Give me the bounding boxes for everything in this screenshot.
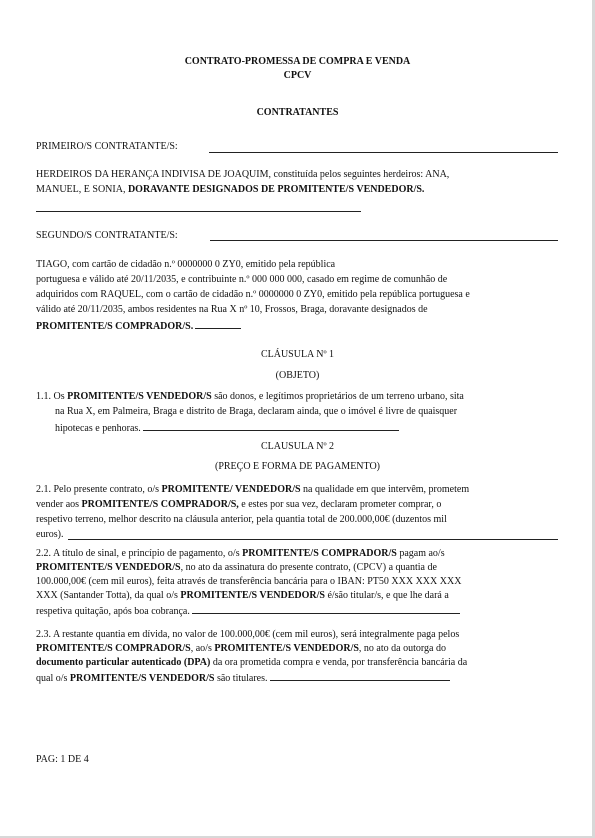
clausula2-p2-line2	[36, 562, 437, 574]
c2p3-line2-b: , ao/s	[190, 643, 215, 654]
c2p2-c: pagam ao/s	[396, 548, 445, 559]
primeiro-line2-a: MANUEL, E SONIA,	[36, 184, 128, 195]
clausula2-p1-line3: respetivo terreno, melhor descrito na cláusula anterior, pela quantia total de 200.000,00€ (duzentos mil	[36, 514, 447, 525]
primeiro-line2-b: DORAVANTE DESIGNADOS DE PROMITENTE/S VENDEDOR/S.	[127, 184, 425, 195]
c2p3-line2-c: PROMITENTE/S VENDEDOR/S	[214, 643, 359, 654]
c2p2-line2-a: PROMITENTE/S VENDEDOR/S	[36, 562, 181, 573]
c2p2-b: PROMITENTE/S COMPRADOR/S	[242, 548, 397, 559]
clausula1-p1-line1	[36, 391, 464, 403]
c2p3-line2-a: PROMITENTE/S COMPRADOR/S	[36, 643, 191, 654]
segundo-text-line1: TIAGO, com cartão de cidadão n.º 0000000 0 ZY0, emitido pela república	[36, 259, 336, 270]
c2p3-line3-b: da ora prometida compra e venda, por transferência bancária da	[210, 657, 468, 668]
c2p1-a: 2.1. Pelo presente contrato, o/s	[36, 484, 162, 495]
c2p2-line4-a: XXX (Santander Totta), da qual o/s	[36, 590, 181, 601]
c1p1-b: PROMITENTE/S VENDEDOR/S	[67, 391, 212, 402]
clausula2-p2-line5	[36, 604, 460, 618]
primeiro-text-line2	[36, 184, 424, 196]
clausula1-p1-line2: na Rua X, em Palmeira, Braga e distrito de Braga, declaram ainda, que o imóvel é livre de quaisquer	[55, 406, 458, 417]
clausula2-p2-line3: 100.000,00€ (cem mil euros), feita através de transferência bancária para o IBAN: PT50 XXX XXX XXX	[36, 576, 462, 587]
clausula2-p3-line3	[36, 657, 467, 669]
segundo-end-line	[195, 319, 241, 329]
c2p1-line2-c: e estes por sua vez, declaram prometer comprar, o	[238, 499, 442, 510]
segundo-text-line3: adquiridos com RAQUEL, com o cartão de cidadão n.º 0000000 0 ZY0, emitido pela república portuguesa e	[36, 289, 470, 300]
clausula2-p1-line2	[36, 499, 441, 511]
c2p3-line4-c: são titulares.	[214, 673, 268, 684]
clausula2-p1-end-line	[68, 539, 558, 540]
primeiro-fill-line	[209, 152, 558, 153]
clausula1-end-line	[143, 421, 399, 431]
c2p1-line2-b: PROMITENTE/S COMPRADOR/S,	[81, 499, 239, 510]
c2p2-line5-text: respetiva quitação, após boa cobrança.	[36, 606, 190, 617]
c2p3-line4-a: qual o/s	[36, 673, 70, 684]
segundo-fill-line	[210, 240, 558, 241]
segundo-text-line5	[36, 319, 241, 333]
primeiro-contratante-label	[36, 141, 178, 153]
clausula2-p3-line2	[36, 643, 446, 655]
clausula2-p1-line4: euros).	[36, 529, 64, 540]
clausula2-subheading: (PREÇO E FORMA DE PAGAMENTO)	[214, 461, 381, 472]
c1p1-a: 1.1. Os	[36, 391, 68, 402]
c2p2-line2-b: , no ato da assinatura do presente contrato, (CPCV) a quantia de	[180, 562, 437, 573]
c1p1-c: são donos, e legítimos proprietários de um terreno urbano, sita	[211, 391, 464, 402]
c2p1-b: PROMITENTE/ VENDEDOR/S	[161, 484, 301, 495]
clausula2-p2-line1	[36, 548, 445, 560]
c1p1-line3-text: hipotecas e penhoras.	[55, 423, 141, 434]
clausula1-subheading: (OBJETO)	[275, 370, 320, 381]
doc-subtitle: CPCV	[283, 70, 312, 81]
clausula2-heading: CLAUSULA Nº 2	[260, 441, 335, 452]
clausula1-p1-line3	[55, 421, 399, 435]
doc-title: CONTRATO-PROMESSA DE COMPRA E VENDA	[184, 56, 411, 67]
c2p3-line2-d: , no ato da outorga do	[358, 643, 446, 654]
clausula2-p3-line1: 2.3. A restante quantia em dívida, no valor de 100.000,00€ (cem mil euros), será integralmente paga pelos	[36, 629, 460, 640]
segundo-text-line4: válido até 20/11/2035, ambos residentes na Rua X nº 10, Frossos, Braga, doravante designados de	[36, 304, 428, 315]
segundo-contratante-label	[36, 230, 178, 242]
c2p3-line4-b: PROMITENTE/S VENDEDOR/S	[69, 673, 215, 684]
clausula2-p2-line4	[36, 590, 449, 602]
segundo-text-line2: portuguesa e válido até 20/11/2035, e contribuinte n.º 000 000 000, casado em regime de comunhão de	[36, 274, 448, 285]
clausula1-heading: CLÁUSULA Nº 1	[260, 349, 335, 360]
clausula2-p1-line1	[36, 484, 469, 496]
clausula2-p3-line4	[36, 671, 450, 685]
segundo-label-text: SEGUNDO/S CONTRATANTE/S:	[36, 230, 178, 241]
primeiro-separator-line	[36, 211, 361, 212]
c2p2-line4-c: é/são titular/s, e que lhe dará a	[324, 590, 449, 601]
page-number: PAG: 1 DE 4	[36, 754, 89, 765]
section-heading-contratantes: CONTRATANTES	[256, 107, 339, 118]
segundo-line5-bold: PROMITENTE/S COMPRADOR/S.	[36, 321, 194, 332]
c2p2-line4-b: PROMITENTE/S VENDEDOR/S	[180, 590, 325, 601]
c2p3-line3-a: documento particular autenticado (DPA)	[36, 657, 211, 668]
primeiro-label-text: PRIMEIRO/S CONTRATANTE/S:	[36, 141, 178, 152]
c2p1-c: na qualidade em que intervêm, prometem	[300, 484, 470, 495]
clausula2-p2-end-line	[192, 604, 460, 614]
c2p1-line2-a: vender aos	[36, 499, 82, 510]
c2p2-a: 2.2. A título de sinal, e princípio de pagamento, o/s	[36, 548, 243, 559]
clausula2-p3-end-line	[270, 671, 450, 681]
primeiro-text-line1: HERDEIROS DA HERANÇA INDIVISA DE JOAQUIM, constituída pelos seguintes herdeiros: ANA,	[36, 169, 450, 180]
